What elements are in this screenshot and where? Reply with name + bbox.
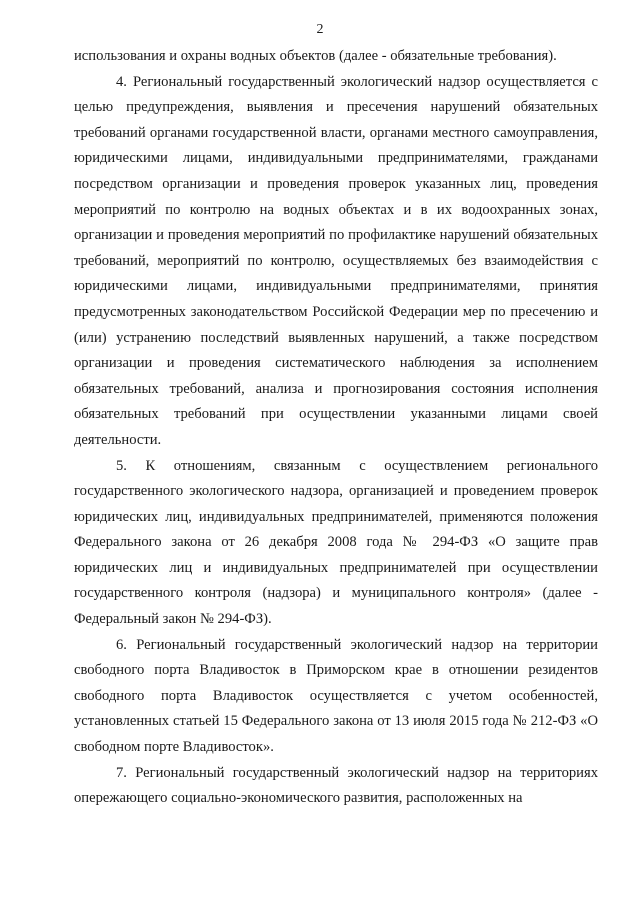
- paragraph-continuation: использования и охраны водных объектов (далее - обязательные требования).: [74, 48, 557, 64]
- page-number: 2: [316, 22, 324, 37]
- document-body: [74, 44, 598, 812]
- paragraph-5: 5. К отношениям, связанным с осуществлением регионального государственного экологического надзора, организацией и проведением проверок юридических лиц, индивидуальных предпринимателей, применяются положения Федерального закона от 26 декабря 2008 года № 294-ФЗ «О защите прав юридических лиц и индивидуальных предпринимателей при осуществлении государственного контроля (надзора) и муниципального контроля» (далее - Федеральный закон № 294-ФЗ).: [74, 457, 598, 628]
- paragraph-7: 7. Региональный государственный экологический надзор на территориях опережающего социально-экономического развития, расположенных на: [74, 764, 598, 807]
- paragraph-6: 6. Региональный государственный экологический надзор на территории свободного порта Владивосток в Приморском крае в отношении резидентов свободного порта Владивосток осуществляется с учетом особенностей, установленных статьей 15 Федерального закона от 13 июля 2015 года № 212-ФЗ «О свободном порте Владивосток».: [74, 636, 598, 756]
- paragraph-4: 4. Региональный государственный экологический надзор осуществляется с целью предупреждения, выявления и пресечения нарушений обязательных требований органами государственной власти, органами местного самоуправления, юридическими лицами, индивидуальными предпринимателями, гражданами посредством организации и проведения проверок указанных лиц, проведения мероприятий по контролю на водных объектах и в их водоохранных зонах, организации и проведения мероприятий по профилактике нарушений обязательных требований, мероприятий по контролю, осуществляемых без взаимодействия с юридическими лицами, индивидуальными предпринимателями, принятия предусмотренных законодательством Российской Федерации мер по пресечению и (или) устранению последствий выявленных нарушений, а также посредством организации и проведения систематического наблюдения за исполнением обязательных требований, анализа и прогнозирования состояния исполнения обязательных требований при осуществлении указанными лицами своей деятельности.: [74, 73, 598, 448]
